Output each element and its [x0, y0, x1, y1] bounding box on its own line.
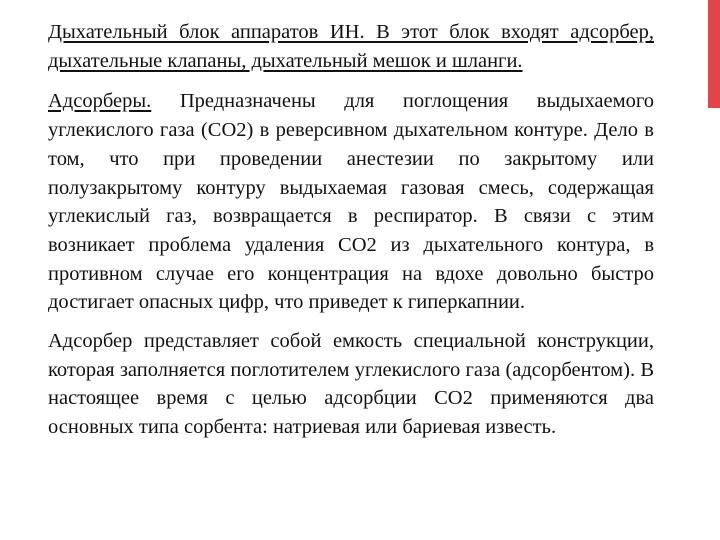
paragraph-adsorbers [48, 87, 654, 317]
adsorbers-heading: Адсорберы. [48, 90, 152, 113]
paragraph-adsorber-description: Адсорбер представляет собой емкость специальной конструкции, которая заполняется поглотителем углекислого газа (адсорбентом). В настоящее время с целью адсорбции СО2 применяются два основных типа сорбента: натриевая или бариевая известь. [48, 330, 654, 439]
accent-bar [708, 0, 720, 108]
adsorbers-body: Предназначены для поглощения выдыхаемого углекислого газа (СО2) в реверсивном дыхательном контуре. Дело в том, что при проведении анестезии по закрытому или полузакрытому контуру выдыхаемая газовая смесь, содержащая углекислый газ, возвращается в респиратор. В связи с этим возникает проблема удаления СО2 из дыхательного контура, в противном случае его концентрация на вдохе довольно быстро достигает опасных цифр, что приведет к гиперкапнии. [48, 90, 654, 314]
slide-text [48, 18, 654, 442]
paragraph-breathing-block: Дыхательный блок аппаратов ИН. В этот блок входят адсорбер, дыхательные клапаны, дыхательный мешок и шланги. [48, 21, 654, 72]
